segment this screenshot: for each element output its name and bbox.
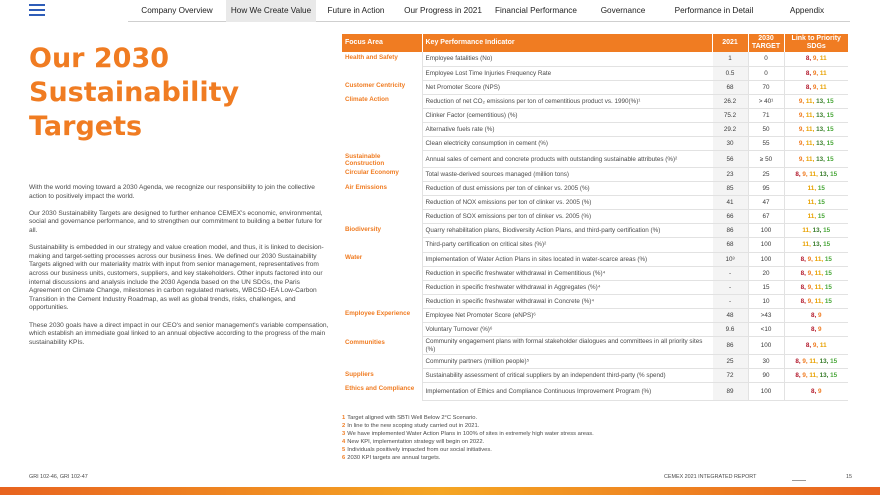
focus-area-cell: Biodiversity [345,225,382,233]
top-navigation [128,0,850,22]
focus-area-cell: Health and Safety [345,54,398,61]
target-2030-cell: ≥ 50 [748,151,784,168]
table-row [342,80,848,94]
sdg-number: 13 [816,126,824,134]
sdg-number: 13 [819,358,827,366]
sdg-number: 11 [814,283,822,291]
value-2021-cell: 75.2 [712,108,748,122]
sdg-number: 11 [819,342,827,350]
sdg-number: 11 [814,269,822,277]
sdg-number: 15 [830,372,838,380]
sdg-number: 9 [798,97,803,105]
value-2021-cell: 41 [712,196,748,210]
value-2021-cell: 0.5 [712,66,748,80]
value-2021-cell: - [712,280,748,294]
nav-performance-in-detail[interactable]: Performance in Detail [674,6,754,15]
sdg-number: 8 [805,55,810,63]
target-2030-cell: 95 [748,182,784,196]
footnote [342,430,594,438]
target-2030-cell: 100 [748,238,784,252]
sdg-number: 8 [810,326,815,334]
sdg-number: 15 [817,185,825,193]
target-2030-cell: 100 [748,337,784,355]
bottom-accent-bar [0,487,880,495]
sdg-number: 11 [805,155,813,163]
title-line: Sustainability [29,77,240,108]
sdg-links-cell: 8, 9, 11, 15 [784,266,848,280]
sdg-links-cell: 9, 11, 13, 15 [784,137,848,151]
target-2030-cell: 70 [748,80,784,94]
sdg-links-cell: 9, 11, 13, 15 [784,151,848,168]
footnote-number: 1 [342,415,346,421]
kpi-cell: Implementation of Water Action Plans in sites located in water-scarce areas (%) [422,252,712,266]
intro-text [29,184,329,356]
value-2021-cell: 23 [712,167,748,181]
page-number: 15 [846,474,852,480]
menu-icon[interactable] [29,4,45,17]
focus-area-cell: Customer Centricity [345,82,406,90]
sdg-links-cell: 11, 15 [784,182,848,196]
sdg-number: 11 [805,97,813,105]
kpi-cell: Clean electricity consumption in cement (%) [422,137,712,151]
sdg-number: 11 [805,140,813,148]
footnote-number: 6 [342,455,346,462]
target-2030-cell: 0 [748,52,784,66]
sdg-number: 11 [802,227,810,235]
kpi-cell: Quarry rehabilitation plans, Biodiversity Action Plans, and third-party certification (%) [422,224,712,238]
sdg-number: 13 [816,140,824,148]
table-row [342,369,848,383]
paragraph: These 2030 goals have a direct impact in our CEO's and senior management's variable compensation, which establish an immediate goal linked to an annual objective according to the progress of the main sustainability KPIs. [29,321,329,346]
kpi-cell: Clinker Factor (cementitious) (%) [422,108,712,122]
footnote-text: Individuals positively impacted from our social initiatives. [347,447,492,454]
title-line: Targets [29,111,143,142]
kpi-cell: Employee Lost Time Injuries Frequency Rate [422,66,712,80]
sdg-links-cell: 11, 15 [784,210,848,224]
sdg-number: 11 [805,126,813,134]
target-2030-cell: 30 [748,355,784,369]
nav-governance[interactable]: Governance [600,6,646,15]
table-row [342,52,848,66]
value-2021-cell: 48 [712,308,748,322]
value-2021-cell: - [712,294,748,308]
paragraph: Sustainability is embedded in our strategy and value creation model, and thus, it is linked to decision-making and target-setting processes across our business lines. We defined our 2030 Sustainability Targets aligned with our materiality matrix with input from senior management, representatives from across our business units, customers, suppliers, and key stakeholders. Other inputs factored into our internal discussions and analysis include the 2030 Agenda based on the UN SDGs, the Paris Agreement on Climate Change, milestones in carbon regulated markets, WBCSD-IEA Low-Carbon Transition in the Cement Industry Roadmap, as well as global trends, risks, challenges, and opportunities. [29,244,324,312]
sdg-number: 9 [807,283,812,291]
sdg-number: 15 [826,140,834,148]
target-2030-cell: 55 [748,137,784,151]
sdg-number: 15 [826,97,834,105]
target-2030-cell: 71 [748,108,784,122]
sdg-links-cell: 8, 9, 11, 13, 15 [784,355,848,369]
value-2021-cell: 26.2 [712,94,748,108]
sdg-number: 11 [809,372,817,380]
sdg-number: 8 [795,358,799,366]
sdg-number: 9 [802,372,806,380]
header-2030-target: 2030 TARGET [748,34,784,52]
footnote [342,446,594,454]
kpi-cell: Reduction in specific freshwater withdrawal in Concrete (%)⁴ [422,294,712,308]
sdg-number: 9 [812,69,817,77]
target-2030-cell: 15 [748,280,784,294]
value-2021-cell: 56 [712,151,748,168]
kpi-cell: Community partners (million people)⁵ [422,355,712,369]
kpi-cell: Annual sales of cement and concrete products with outstanding sustainable attributes (%)² [422,151,712,168]
sdg-number: 9 [818,326,822,334]
sdg-number: 13 [816,111,824,119]
value-2021-cell: 72 [712,369,748,383]
sdg-number: 15 [826,155,834,163]
value-2021-cell: - [712,266,748,280]
focus-area-cell: Suppliers [345,370,374,378]
sdg-number: 8 [800,269,805,277]
value-2021-cell: 25 [712,355,748,369]
sdg-number: 9 [818,311,822,319]
header-priority-sdgs: Link to Priority SDGs [784,34,848,52]
kpi-cell: Reduction in specific freshwater withdrawal in Aggregates (%)⁴ [422,280,712,294]
sdg-number: 8 [810,311,815,319]
footnote-number: 2 [342,423,346,430]
sdg-number: 13 [816,155,824,163]
kpi-cell: Reduction of dust emissions per ton of clinker vs. 2005 (%) [422,182,712,196]
target-2030-cell: >43 [748,308,784,322]
sdg-number: 15 [823,227,831,235]
kpi-cell: Community engagement plans with formal stakeholder dialogues and committees in all priority sites (%) [422,337,712,355]
footnote [342,422,594,430]
sdg-links-cell: 8, 9, 11, 13, 15 [784,167,848,181]
nav-financial-performance[interactable]: Financial Performance [495,6,577,15]
nav-company-overview[interactable]: Company Overview [141,6,213,15]
kpi-cell: Net Promoter Score (NPS) [422,80,712,94]
value-2021-cell: 29.2 [712,122,748,136]
sdg-links-cell: 9, 11, 13, 15 [784,94,848,108]
sdg-number: 15 [830,171,838,179]
table-row [342,337,848,355]
sdg-links-cell: 8, 9, 11, 15 [784,252,848,266]
footer-divider [792,480,806,481]
report-name: CEMEX 2021 INTEGRATED REPORT [664,474,757,480]
focus-area-cell: Water [345,254,363,262]
footnote-number: 5 [342,447,346,454]
sdg-links-cell: 9, 11, 13, 15 [784,108,848,122]
target-2030-cell: 25 [748,167,784,181]
table-row [342,151,848,168]
footnote-text: We have implemented Water Action Plans in 100% of sites in extremely high water stress areas. [347,431,594,438]
kpi-cell: Reduction in specific freshwater withdrawal in Cementitious (%)⁴ [422,266,712,280]
target-2030-cell: 67 [748,210,784,224]
sdg-number: 11 [807,199,815,207]
nav-future-in-action[interactable]: Future in Action [327,6,385,15]
sdg-links-cell: 8, 9, 11 [784,80,848,94]
focus-area-cell: Climate Action [345,96,389,104]
paragraph: With the world moving toward a 2030 Agenda, we recognize our responsibility to join the collective action to positively impact the world. [29,184,315,200]
sdg-number: 13 [816,97,824,105]
sdg-number: 9 [807,297,812,305]
target-2030-cell: 47 [748,196,784,210]
table-row [342,94,848,108]
target-2030-cell: 10 [748,294,784,308]
footnote-number: 4 [342,439,346,446]
value-2021-cell: 30 [712,137,748,151]
kpi-table [342,34,848,401]
sdg-number: 11 [802,241,810,249]
sdg-number: 8 [805,83,810,91]
sdg-links-cell: 8, 9 [784,308,848,322]
kpi-cell: Reduction of SOX emissions per ton of clinker vs. 2005 (%) [422,210,712,224]
value-2021-cell: 85 [712,182,748,196]
sdg-number: 13 [812,227,820,235]
focus-area-cell: Circular Economy [345,169,399,177]
sdg-links-cell: 8, 9 [784,383,848,401]
target-2030-cell: 100 [748,383,784,401]
sdg-links-cell: 8, 9, 11 [784,66,848,80]
footnote-text: Target aligned with SBTi Well Below 2°C Scenario. [347,415,478,421]
sdg-number: 9 [798,111,803,119]
sdg-number: 8 [800,255,805,263]
value-2021-cell: 66 [712,210,748,224]
nav-how-we-create-value[interactable]: How We Create Value [226,0,316,22]
table-row [342,252,848,266]
kpi-cell: Reduction of net CO₂ emissions per ton of cementitious product vs. 1990(%)¹ [422,94,712,108]
focus-area-cell: Air Emissions [345,183,387,191]
sdg-number: 8 [805,342,810,350]
sdg-number: 9 [818,388,822,396]
gri-reference: GRI 102-46, GRI 102-47 [29,474,88,480]
sdg-number: 9 [802,358,806,366]
sdg-number: 9 [812,55,817,63]
sdg-number: 9 [798,126,803,134]
value-2021-cell: 89 [712,383,748,401]
table-row [342,308,848,322]
sdg-links-cell: 9, 11, 13, 15 [784,122,848,136]
sdg-number: 11 [805,111,813,119]
target-2030-cell: 50 [748,122,784,136]
table-row [342,182,848,196]
sdg-number: 11 [809,358,817,366]
sdg-links-cell: 8, 9 [784,323,848,337]
table-body [342,52,848,401]
sdg-links-cell: 11, 15 [784,196,848,210]
header-2021: 2021 [712,34,748,52]
sdg-links-cell: 8, 9, 11 [784,337,848,355]
kpi-cell: Sustainability assessment of critical suppliers by an independent third-party (% spend) [422,369,712,383]
sdg-links-cell: 8, 9, 11, 15 [784,294,848,308]
sdg-number: 11 [814,255,822,263]
title-line: Our 2030 [29,43,170,74]
sdg-number: 11 [814,297,822,305]
sdg-number: 9 [798,155,803,163]
focus-area-cell: Communities [345,338,385,346]
nav-appendix[interactable]: Appendix [789,6,825,15]
footnote-text: In line to the new scoping study carried out in 2021. [347,423,480,430]
nav-our-progress-2021[interactable]: Our Progress in 2021 [404,6,482,15]
focus-area-cell: Employee Experience [345,310,411,318]
sdg-number: 13 [819,372,827,380]
target-2030-cell: 100 [748,224,784,238]
value-2021-cell: 68 [712,80,748,94]
value-2021-cell: 68 [712,238,748,252]
target-2030-cell: 100 [748,252,784,266]
sdg-links-cell: 8, 9, 11, 15 [784,280,848,294]
sdg-number: 11 [807,185,815,193]
footnote-text: New KPI, implementation strategy will begin on 2022. [347,439,485,446]
sdg-number: 15 [830,358,838,366]
sdg-number: 11 [819,55,827,63]
sdg-links-cell: 8, 9, 11 [784,52,848,66]
sdg-number: 9 [802,171,806,179]
sdg-number: 8 [800,283,805,291]
sdg-number: 15 [826,126,834,134]
footnote [342,438,594,446]
kpi-cell: Alternative fuels rate (%) [422,122,712,136]
sdg-number: 11 [809,171,817,179]
sdg-number: 9 [812,83,817,91]
sdg-number: 9 [807,255,812,263]
sdg-number: 8 [800,297,805,305]
header-focus-area: Focus Area [342,34,422,52]
sdg-number: 11 [819,83,827,91]
kpi-cell: Employee fatalities (No) [422,52,712,66]
sdg-links-cell: 8, 9, 11, 13, 15 [784,369,848,383]
sdg-number: 15 [817,213,825,221]
sdg-number: 13 [819,171,827,179]
sdg-number: 15 [826,111,834,119]
table-row [342,167,848,181]
value-2021-cell: 86 [712,337,748,355]
sdg-number: 15 [823,241,831,249]
sdg-number: 15 [817,199,825,207]
target-2030-cell: <10 [748,323,784,337]
sdg-number: 11 [807,213,815,221]
table-row [342,383,848,401]
value-2021-cell: 86 [712,224,748,238]
footnotes [342,414,594,463]
sdg-number: 15 [824,297,832,305]
sdg-number: 9 [812,342,817,350]
footnote-text: 2030 KPI targets are annual targets. [347,455,441,462]
sdg-number: 8 [805,69,810,77]
table-header-row [342,34,848,52]
target-2030-cell: 90 [748,369,784,383]
sdg-number: 15 [824,283,832,291]
value-2021-cell: 9.6 [712,323,748,337]
kpi-cell: Implementation of Ethics and Compliance Continuous Improvement Program (%) [422,383,712,401]
page-title [29,42,289,144]
sdg-number: 8 [795,372,799,380]
sdg-number: 9 [807,269,812,277]
kpi-cell: Voluntary Turnover (%)⁶ [422,323,712,337]
header-kpi: Key Performance Indicator [422,34,712,52]
focus-area-cell: Sustainable Construction [345,152,385,168]
sdg-number: 15 [824,269,832,277]
paragraph: Our 2030 Sustainability Targets are designed to further enhance CEMEX's economic, environmental, social and governance performance, and to strengthen our commitment to building a better future for all. [29,209,323,234]
footnote [342,414,594,422]
sdg-links-cell: 11, 13, 15 [784,238,848,252]
sdg-number: 11 [819,69,827,77]
kpi-cell: Total waste-derived sources managed (million tons) [422,167,712,181]
target-2030-cell: > 40¹ [748,94,784,108]
table-row [342,224,848,238]
footnote-number: 3 [342,431,346,438]
sdg-number: 8 [795,171,799,179]
focus-area-cell: Ethics and Compliance [345,384,415,392]
sdg-number: 15 [824,255,832,263]
sdg-number: 9 [798,140,803,148]
sdg-number: 8 [810,388,815,396]
kpi-cell: Reduction of NOX emissions per ton of clinker vs. 2005 (%) [422,196,712,210]
target-2030-cell: 0 [748,66,784,80]
value-2021-cell: 10³ [712,252,748,266]
sdg-number: 13 [812,241,820,249]
sdg-links-cell: 11, 13, 15 [784,224,848,238]
kpi-cell: Third-party certification on critical sites (%)² [422,238,712,252]
kpi-cell: Employee Net Promoter Score (eNPS)⁶ [422,308,712,322]
target-2030-cell: 20 [748,266,784,280]
value-2021-cell: 1 [712,52,748,66]
footnote [342,454,594,462]
